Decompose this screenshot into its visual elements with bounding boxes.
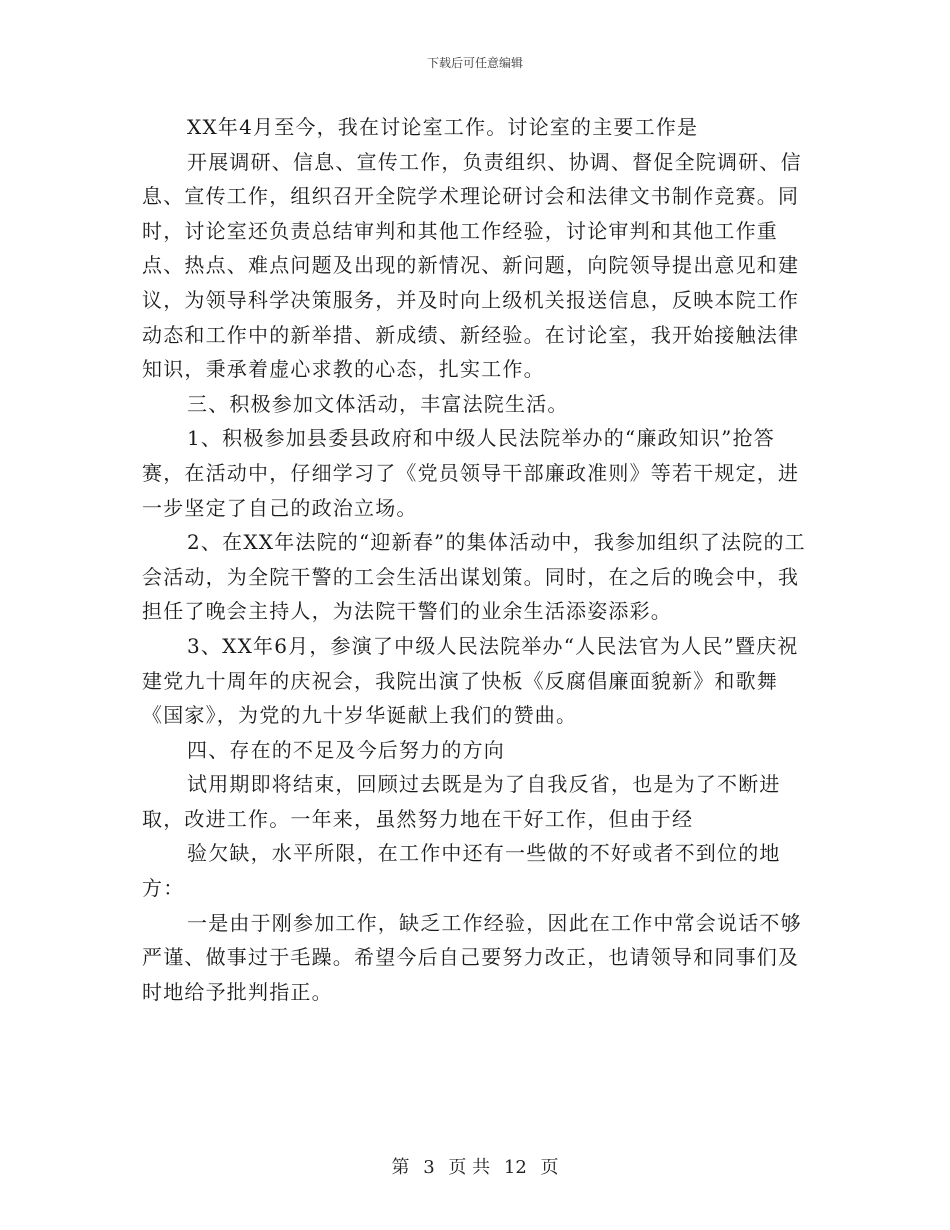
paragraph: 2、在XX年法院的“迎新春”的集体活动中，我参加组织了法院的工会活动，为全院干警的工会生活出谋划策。同时，在之后的晚会中，我担任了晚会主持人，为法院干警们的业余生活添姿添彩。 (142, 530, 806, 624)
paragraph: 一是由于刚参加工作，缺乏工作经验，因此在工作中常会说话不够严谨、做事过于毛躁。希望今后自己要努力改正，也请领导和同事们及时地给予批判指正。 (142, 910, 802, 1004)
page-footer (0, 1153, 950, 1179)
paragraph: 试用期即将结束，回顾过去既是为了自我反省，也是为了不断进取，改进工作。一年来，虽然努力地在干好工作，但由于经 (142, 772, 781, 831)
header-note: 下载后可任意编辑 (426, 56, 523, 70)
paragraph: XX年4月至今，我在讨论室工作。讨论室的主要工作是 (187, 115, 699, 139)
paragraph: 验欠缺，水平所限，在工作中还有一些做的不好或者不到位的地方： (142, 841, 781, 901)
footer-prefix: 第 (391, 1157, 410, 1178)
footer-middle: 页 共 (448, 1157, 491, 1178)
paragraph: 3、XX年6月，参演了中级人民法院举办“人民法官为人民”暨庆祝建党九十周年的庆祝会，我院出演了快板《反腐倡廉面貌新》和歌舞《国家》，为党的九十岁华诞献上我们的赞曲。 (142, 633, 799, 728)
paragraph: 1、积极参加县委县政府和中级人民法院举办的“廉政知识”抢答赛，在活动中，仔细学习了《党员领导干部廉政准则》等若干规定，进一步坚定了自己的政治立场。 (142, 426, 800, 520)
document-body (142, 110, 814, 1009)
footer-suffix: 页 (540, 1157, 559, 1178)
footer-total-pages: 12 (503, 1157, 527, 1178)
paragraph: 四、存在的不足及今后努力的方向 (187, 737, 505, 762)
footer-page-number: 3 (423, 1157, 435, 1178)
paragraph: 开展调研、信息、宣传工作，负责组织、协调、督促全院调研、信息、宣传工作，组织召开全院学术理论研讨会和法律文书制作竞赛。同时，讨论室还负责总结审判和其他工作经验，讨论审判和其他工作重点、热点、难点问题及出现的新情况、新问题，向院领导提出意见和建议，为领导科学决策服务，并及时向上级机关报送信息，反映本院工作动态和工作中的新举措、新成绩、新经验。在讨论室，我开始接触法律知识，秉承着虚心求教的心态，扎实工作。 (142, 149, 802, 382)
paragraph: 三、积极参加文体活动，丰富法院生活。 (187, 391, 569, 416)
